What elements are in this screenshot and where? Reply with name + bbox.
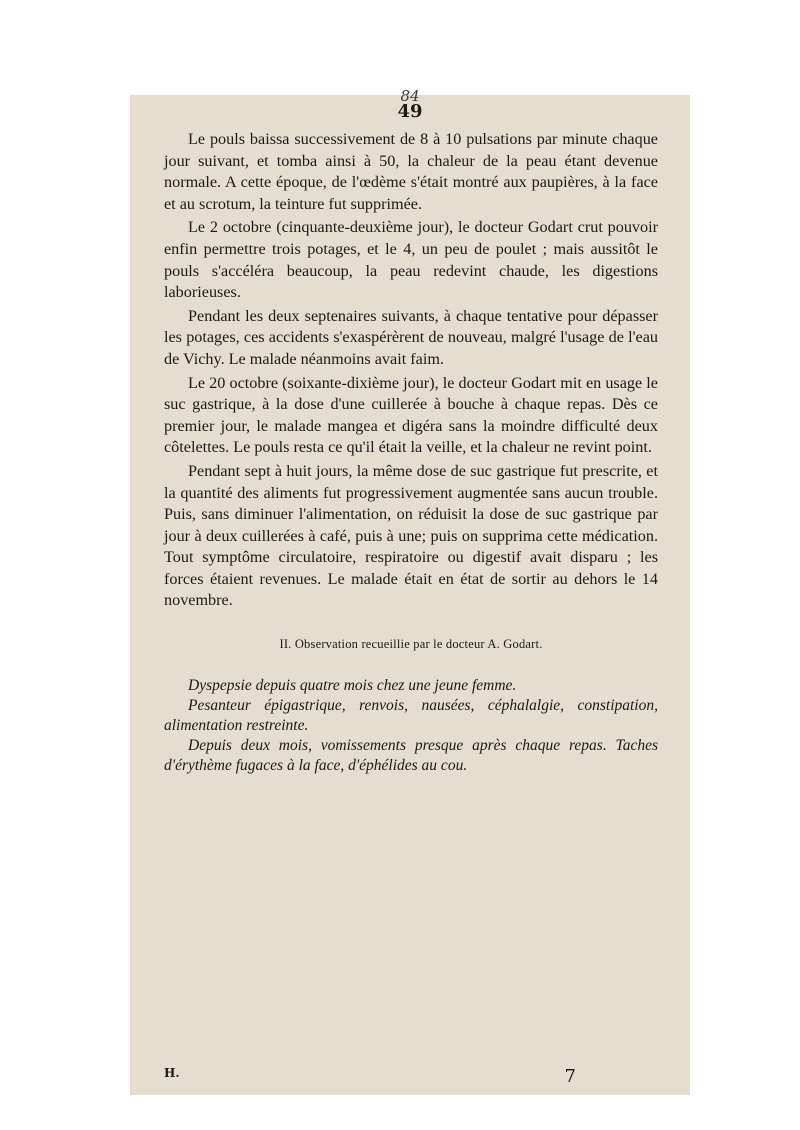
paragraph-1: Le pouls baissa successivement de 8 à 10 pulsations par minute chaque jour suivant, et tomba ainsi à 50, la chaleur de la peau étant devenue normale. A cette époque, de l'œdème s'était montré aux paupières, à la face et au scrotum, la teinture fut supprimée. <box>164 130 658 213</box>
case-line-3: Depuis deux mois, vomissements presque après chaque repas. Taches d'érythème fugaces à la face, d'éphélides au cou. <box>164 736 658 774</box>
paragraph-4: Le 20 octobre (soixante-dixième jour), le docteur Godart mit en usage le suc gastrique, à la dose d'une cuillerée à bouche à chaque repas. Dès ce premier jour, le malade mangea et digéra sans la moindre difficulté deux côtelettes. Le pouls resta ce qu'il était la veille, et la chaleur ne revint point. <box>164 373 658 457</box>
page-number: 49 <box>397 101 423 122</box>
case-summary <box>164 676 658 776</box>
book-page <box>130 87 690 1095</box>
sheet-number: 7 <box>564 1066 576 1087</box>
ink-page-number: 84 <box>400 87 420 105</box>
paragraph-2: Le 2 octobre (cinquante-deuxième jour), le docteur Godart crut pouvoir enfin permettre trois potages, et le 4, un peu de poulet ; mais aussitôt le pouls s'accéléra beaucoup, la peau redevint chaude, les digestions laborieuses. <box>164 218 658 302</box>
observation-heading: II. Observation recueillie par le docteur A. Godart. <box>279 637 543 652</box>
case-line-2: Pesanteur épigastrique, renvois, nausées, céphalalgie, constipation, alimentation restreinte. <box>164 696 658 734</box>
page-footer <box>164 1066 656 1087</box>
case-line-1: Dyspepsie depuis quatre mois chez une jeune femme. <box>188 676 517 694</box>
paragraph-3: Pendant les deux septenaires suivants, à chaque tentative pour dépasser les potages, ces accidents s'exaspérèrent de nouveau, malgré l'usage de l'eau de Vichy. Le malade néanmoins avait faim. <box>164 306 658 368</box>
signature-mark: H. <box>164 1066 180 1080</box>
body-text <box>164 129 658 776</box>
paragraph-5: Pendant sept à huit jours, la même dose de suc gastrique fut prescrite, et la quantité des aliments fut progressivement augmentée sans aucun trouble. Puis, sans diminuer l'alimentation, on réduisit la dose de suc gastrique par jour à deux cuillerées à café, puis à une; puis on supprima cette médication. Tout symptôme circulatoire, respiratoire ou digestif avait disparu ; les forces étaient revenues. Le malade était en état de sortir au dehors le 14 novembre. <box>164 461 658 610</box>
